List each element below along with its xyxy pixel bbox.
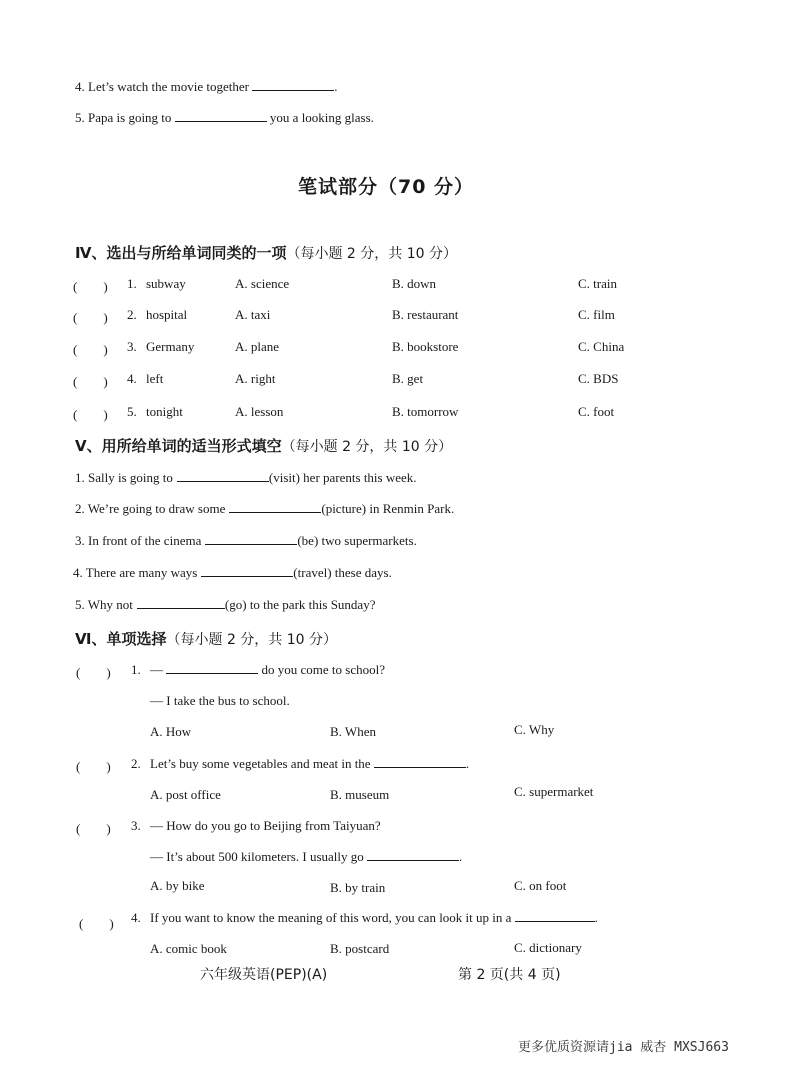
answer-blank[interactable]: [166, 662, 258, 674]
section-heading-text: Ⅵ、单项选择: [75, 630, 167, 648]
given-word: tonight: [146, 404, 183, 419]
answer-blank[interactable]: [137, 597, 225, 609]
watermark-text: 更多优质资源请jia 威杏 MXSJ663: [518, 1040, 729, 1055]
item-text: 5. Papa is going to: [75, 110, 172, 125]
option-a[interactable]: A. taxi: [235, 307, 271, 322]
answer-blank[interactable]: [201, 565, 293, 577]
item-text: 1. Sally is going to: [75, 470, 173, 485]
fill-in-item: [75, 470, 417, 486]
answer-bracket[interactable]: ( ): [73, 407, 108, 422]
question-3-text: — How do you go to Beijing from Taiyuan?: [150, 818, 381, 833]
section-score-note: （每小题 2 分，共 10 分）: [166, 632, 338, 648]
answer-blank[interactable]: [252, 79, 334, 91]
section-score-note: （每小题 2 分，共 10 分）: [281, 439, 453, 455]
item-text: 4. There are many ways: [73, 565, 198, 580]
question-text: do you come to school?: [261, 662, 385, 677]
question-number: 4.: [127, 371, 137, 386]
option-a[interactable]: A. post office: [150, 787, 221, 802]
answer-bracket[interactable]: ( ): [73, 310, 108, 325]
section-score-note: （每小题 2 分，共 10 分）: [286, 246, 458, 262]
option-c[interactable]: C. foot: [578, 404, 615, 419]
question-1-reply: — I take the bus to school.: [150, 693, 290, 708]
option-c[interactable]: C. film: [578, 307, 615, 322]
question-text: .: [465, 756, 470, 771]
item-text: 4. Let’s watch the movie together: [75, 79, 250, 94]
written-section-title: 笔试部分（70 分）: [298, 176, 475, 198]
option-b[interactable]: B. get: [392, 371, 424, 386]
option-b[interactable]: B. bookstore: [392, 339, 459, 354]
given-word: subway: [146, 276, 186, 291]
answer-blank[interactable]: [374, 756, 466, 768]
section-4-heading: [75, 242, 457, 263]
question-text: .: [459, 849, 463, 864]
option-b[interactable]: B. postcard: [330, 941, 390, 956]
fill-in-item: [75, 533, 417, 549]
option-c[interactable]: C. dictionary: [514, 940, 582, 955]
listening-item-5: [75, 110, 374, 126]
section-5-heading: [75, 435, 452, 456]
item-hint-text: (go) to the park this Sunday?: [224, 597, 376, 612]
answer-blank[interactable]: [515, 910, 595, 922]
fill-in-item: [75, 597, 375, 613]
question-number: 3.: [127, 339, 137, 354]
option-c[interactable]: C. train: [578, 276, 617, 291]
answer-blank[interactable]: [205, 533, 297, 545]
answer-bracket[interactable]: ( ): [73, 342, 108, 357]
option-c[interactable]: C. Why: [514, 722, 555, 737]
answer-blank[interactable]: [177, 470, 269, 482]
question-number: 3.: [131, 818, 141, 833]
option-a[interactable]: A. How: [150, 724, 192, 739]
option-c[interactable]: C. supermarket: [514, 784, 594, 799]
answer-bracket[interactable]: ( ): [73, 279, 108, 294]
given-word: Germany: [146, 339, 195, 354]
question-2-text: [150, 756, 469, 772]
option-b[interactable]: B. by train: [330, 880, 386, 895]
question-text: If you want to know the meaning of this word, you can look it up in a: [150, 910, 512, 925]
question-number: 1.: [127, 276, 137, 291]
question-text: —: [150, 662, 163, 677]
option-a[interactable]: A. lesson: [235, 404, 284, 419]
answer-bracket[interactable]: ( ): [76, 821, 111, 836]
section-heading-text: Ⅴ、用所给单词的适当形式填空: [75, 437, 282, 455]
answer-blank[interactable]: [175, 110, 267, 122]
answer-blank[interactable]: [367, 849, 459, 861]
option-b[interactable]: B. museum: [330, 787, 390, 802]
question-1-text: [150, 662, 385, 678]
question-number: 2.: [127, 307, 137, 322]
option-b[interactable]: B. When: [330, 724, 376, 739]
question-text: .: [594, 910, 598, 925]
answer-bracket[interactable]: ( ): [76, 665, 111, 680]
fill-in-item: [75, 501, 454, 517]
given-word: hospital: [146, 307, 188, 322]
footer-page-number: 第 2 页(共 4 页): [458, 967, 561, 983]
question-number: 2.: [131, 756, 141, 771]
question-number: 1.: [131, 662, 141, 677]
item-text: 5. Why not: [75, 597, 133, 612]
footer-grade: 六年级英语(PEP)(A): [200, 967, 328, 983]
question-3-reply: [150, 849, 462, 865]
section-6-heading: [75, 628, 337, 649]
item-hint-text: (be) two supermarkets.: [297, 533, 417, 548]
option-c[interactable]: C. China: [578, 339, 625, 354]
answer-bracket[interactable]: ( ): [73, 374, 108, 389]
option-a[interactable]: A. by bike: [150, 878, 205, 893]
item-text: 3. In front of the cinema: [75, 533, 202, 548]
fill-in-item: [73, 565, 392, 581]
question-number: 5.: [127, 404, 137, 419]
question-text: — It’s about 500 kilometers. I usually go: [150, 849, 364, 864]
option-b[interactable]: B. tomorrow: [392, 404, 459, 419]
item-text: 2. We’re going to draw some: [75, 501, 226, 516]
question-number: 4.: [131, 910, 141, 925]
item-text: .: [334, 79, 338, 94]
option-a[interactable]: A. comic book: [150, 941, 227, 956]
item-hint-text: (picture) in Renmin Park.: [321, 501, 455, 516]
item-hint-text: (travel) these days.: [293, 565, 392, 580]
answer-bracket[interactable]: ( ): [79, 916, 114, 931]
option-a[interactable]: A. science: [235, 276, 290, 291]
option-b[interactable]: B. restaurant: [392, 307, 459, 322]
listening-item-4: [75, 79, 338, 95]
option-c[interactable]: C. BDS: [578, 371, 619, 386]
option-c[interactable]: C. on foot: [514, 878, 567, 893]
question-4-text: [150, 910, 598, 926]
option-b[interactable]: B. down: [392, 276, 437, 291]
answer-blank[interactable]: [229, 501, 321, 513]
item-text: you a looking glass.: [269, 110, 374, 125]
item-hint-text: (visit) her parents this week.: [268, 470, 417, 485]
option-a[interactable]: A. right: [235, 371, 276, 386]
section-heading-text: Ⅳ、选出与所给单词同类的一项: [75, 244, 287, 262]
option-a[interactable]: A. plane: [235, 339, 280, 354]
question-text: Let’s buy some vegetables and meat in the: [150, 756, 371, 771]
answer-bracket[interactable]: ( ): [76, 759, 111, 774]
given-word: left: [146, 371, 164, 386]
